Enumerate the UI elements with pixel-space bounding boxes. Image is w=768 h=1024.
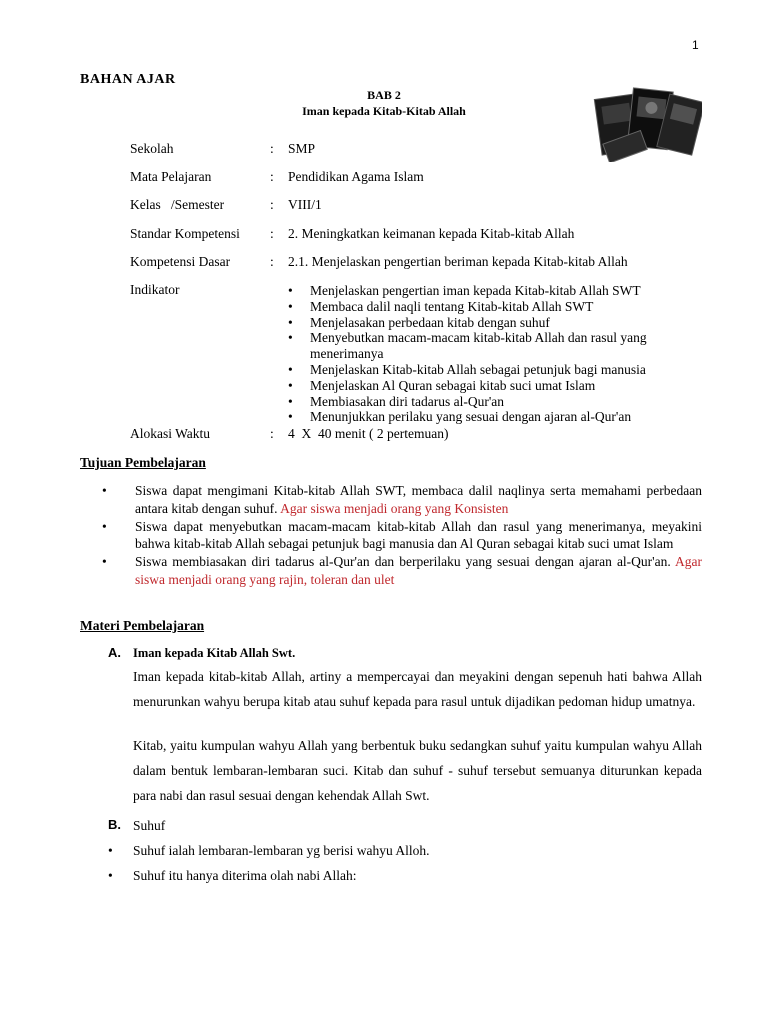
- list-item: • Membiasakan diri tadarus al-Qur'an: [288, 394, 708, 410]
- label-indikator: Indikator: [130, 282, 180, 297]
- indikator-list: [288, 283, 708, 425]
- colon: :: [270, 426, 274, 441]
- value-alokasi-waktu: 4 X 40 menit ( 2 pertemuan): [288, 426, 449, 441]
- colon: :: [270, 254, 274, 269]
- bahan-ajar-title: BAHAN AJAR: [80, 72, 176, 87]
- section-a-letter: A.: [108, 645, 121, 660]
- colon: :: [270, 169, 274, 184]
- section-b-letter: B.: [108, 817, 121, 832]
- chapter-title: Iman kepada Kitab-Kitab Allah: [302, 104, 466, 118]
- colon: :: [270, 226, 274, 241]
- value-kelas-semester: VIII/1: [288, 197, 322, 212]
- colon: :: [270, 141, 274, 156]
- chapter-label: BAB 2: [367, 88, 401, 102]
- list-item: • Menjelaskan Kitab-kitab Allah sebagai petunjuk bagi manusia: [288, 362, 708, 378]
- section-a-paragraph-1: Iman kepada kitab-kitab Allah, artiny a mempercayai dan meyakini dengan sepenuh hati bahwa Allah menurunkan wahyu berupa kitab atau suhuf kepada para rasul untuk dijadikan pedoman hidup umatnya.: [133, 669, 702, 709]
- tujuan-list: [102, 482, 702, 589]
- materi-heading: Materi Pembelajaran: [80, 618, 205, 633]
- list-item: • Menjelaskan pengertian iman kepada Kitab-kitab Allah SWT: [288, 283, 708, 299]
- label-kelas-semester: Kelas /Semester: [130, 197, 225, 212]
- value-standar-kompetensi: 2. Meningkatkan keimanan kepada Kitab-kitab Allah: [288, 226, 575, 241]
- section-a-title: Iman kepada Kitab Allah Swt.: [133, 646, 296, 660]
- list-item: • Siswa dapat menyebutkan macam-macam kitab-kitab Allah dan rasul yang menerimanya, meyakini bahwa kitab-kitab Allah sebagai petunjuk bagi manusia dan Al Quran sebagai kitab suci umat Islam: [102, 518, 702, 554]
- value-kompetensi-dasar: 2.1. Menjelaskan pengertian beriman kepada Kitab-kitab Allah: [288, 254, 628, 269]
- colon: :: [270, 197, 274, 212]
- list-item: • Menjelasakan perbedaan kitab dengan suhuf: [288, 315, 708, 331]
- label-sekolah: Sekolah: [130, 141, 174, 156]
- list-item: • Membaca dalil naqli tentang Kitab-kitab Allah SWT: [288, 299, 708, 315]
- list-item: • Siswa membiasakan diri tadarus al-Qur'an dan berperilaku yang sesuai dengan ajaran al-Qur'an. Agar siswa menjadi orang yang rajin, toleran dan ulet: [102, 553, 702, 589]
- label-standar-kompetensi: Standar Kompetensi: [130, 226, 240, 241]
- section-a-paragraph-2: Kitab, yaitu kumpulan wahyu Allah yang berbentuk buku sedangkan suhuf yaitu kumpulan wahyu Allah dalam bentuk lembaran-lembaran suci. Kitab dan suhuf - suhuf tersebut semuanya diturunkan kepada para nabi dan rasul sesuai dengan kehendak Allah Swt.: [133, 738, 702, 803]
- list-item: • Menyebutkan macam-macam kitab-kitab Allah dan rasul yang menerimanya: [288, 330, 708, 362]
- list-item: • Siswa dapat mengimani Kitab-kitab Allah SWT, membaca dalil naqlinya serta memahami perbedaan antara kitab dengan suhuf. Agar siswa menjadi orang yang Konsisten: [102, 482, 702, 518]
- suhuf-list: [108, 838, 430, 888]
- list-item: • Suhuf ialah lembaran-lembaran yg berisi wahyu Alloh.: [108, 838, 430, 863]
- section-b-title: Suhuf: [133, 818, 166, 833]
- page-number: 1: [692, 38, 699, 52]
- list-item: • Suhuf itu hanya diterima olah nabi Allah:: [108, 863, 430, 888]
- list-item: • Menunjukkan perilaku yang sesuai dengan ajaran al-Qur'an: [288, 409, 708, 425]
- tujuan-heading: Tujuan Pembelajaran: [80, 455, 206, 470]
- highlight-text: Agar siswa menjadi orang yang Konsisten: [280, 500, 509, 516]
- list-item: • Menjelaskan Al Quran sebagai kitab suci umat Islam: [288, 378, 708, 394]
- quran-books-image: [592, 84, 702, 162]
- label-mata-pelajaran: Mata Pelajaran: [130, 169, 212, 184]
- value-sekolah: SMP: [288, 141, 316, 156]
- highlight-text: Agar siswa menjadi orang yang rajin, toleran dan ulet: [135, 554, 702, 587]
- value-mata-pelajaran: Pendidikan Agama Islam: [288, 169, 424, 184]
- label-alokasi-waktu: Alokasi Waktu: [130, 426, 211, 441]
- label-kompetensi-dasar: Kompetensi Dasar: [130, 254, 231, 269]
